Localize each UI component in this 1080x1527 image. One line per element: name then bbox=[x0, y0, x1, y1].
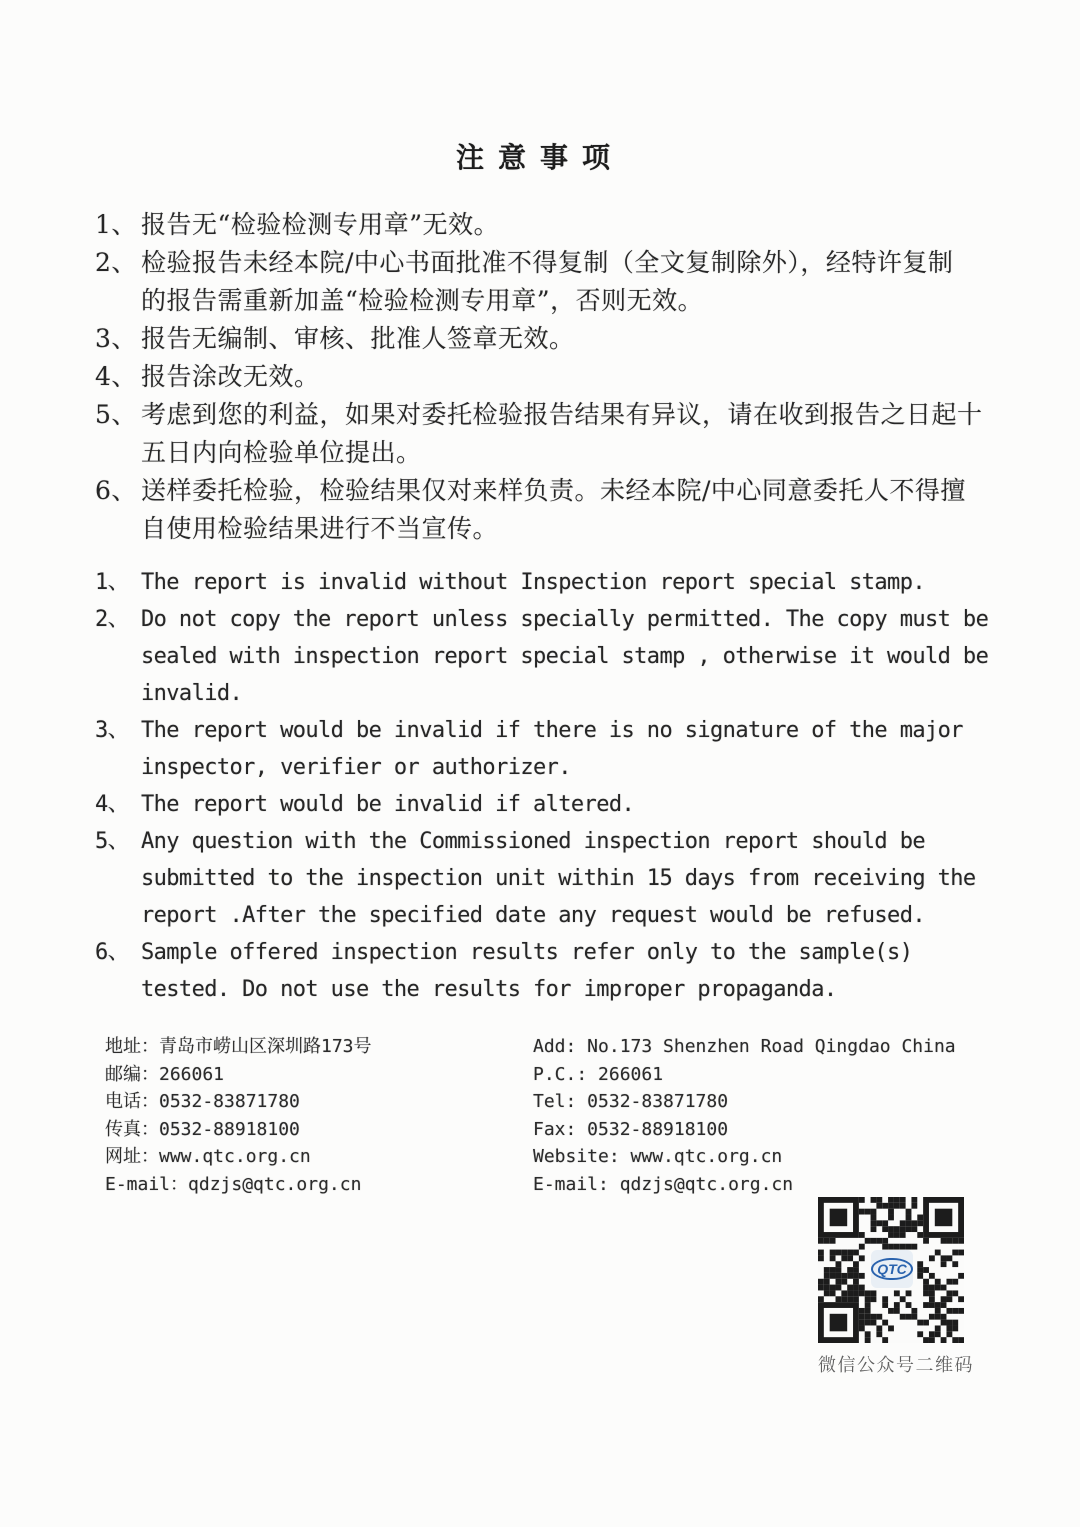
qtc-logo-text: QTC bbox=[871, 1258, 913, 1281]
wechat-qr-block bbox=[818, 1197, 974, 1377]
en-note-6 bbox=[95, 934, 1035, 1008]
cn-note-5-num: 5、 bbox=[95, 400, 137, 429]
en-note-1-line-1: The report is invalid without Inspection report special stamp. bbox=[141, 570, 925, 595]
en-note-3-line-2: inspector, verifier or authorizer. bbox=[141, 755, 571, 780]
cn-note-2-line-1: 检验报告未经本院/中心书面批准不得复制（全文复制除外），经特许复制 bbox=[141, 248, 954, 277]
en-note-6-line-2: tested. Do not use the results for improper propaganda. bbox=[141, 977, 837, 1002]
contact-cn-address: 地址：青岛市崂山区深圳路173号 bbox=[105, 1036, 372, 1057]
cn-note-3-line-1: 报告无编制、审核、批准人签章无效。 bbox=[141, 324, 575, 353]
cn-note-3 bbox=[95, 320, 1000, 358]
cn-note-4-line-1: 报告涂改无效。 bbox=[141, 362, 320, 391]
contact-en-website: Website: www.qtc.org.cn bbox=[533, 1146, 783, 1167]
contact-cn-email: E-mail：qdzjs@qtc.org.cn bbox=[105, 1173, 362, 1195]
cn-note-5-line-1: 考虑到您的利益，如果对委托检验报告结果有异议，请在收到报告之日起十 bbox=[141, 400, 983, 429]
en-note-5-line-2: submitted to the inspection unit within 15 days from receiving the bbox=[141, 866, 976, 891]
en-note-2-line-1: Do not copy the report unless specially permitted. The copy must be bbox=[141, 607, 989, 632]
en-note-4-line-1: The report would be invalid if altered. bbox=[141, 792, 635, 817]
cn-note-5 bbox=[95, 396, 1000, 472]
cn-note-1-line-1: 报告无“检验检测专用章”无效。 bbox=[141, 210, 500, 239]
cn-note-1 bbox=[95, 206, 1000, 244]
contact-en-address: Add: No.173 Shenzhen Road Qingdao China bbox=[533, 1036, 956, 1057]
cn-note-3-num: 3、 bbox=[95, 324, 137, 353]
contact-en-phone: Tel: 0532-83871780 bbox=[533, 1091, 729, 1112]
en-note-6-line-1: Sample offered inspection results refer only to the sample(s) bbox=[141, 940, 913, 965]
cn-note-6-num: 6、 bbox=[95, 476, 137, 505]
page-title: 注意事项 bbox=[455, 142, 624, 173]
contact-cn-postcode: 邮编：266061 bbox=[105, 1063, 225, 1085]
contact-cn-website: 网址：www.qtc.org.cn bbox=[105, 1146, 311, 1167]
cn-notes-list bbox=[95, 206, 1000, 548]
contact-english-column bbox=[533, 1033, 1003, 1198]
contact-en-fax: Fax: 0532-88918100 bbox=[533, 1118, 729, 1140]
en-note-1 bbox=[95, 564, 1035, 601]
en-note-3 bbox=[95, 712, 1035, 786]
cn-note-4-num: 4、 bbox=[95, 362, 137, 391]
cn-note-1-num: 1、 bbox=[95, 210, 137, 239]
cn-note-6-line-2: 自使用检验结果进行不当宣传。 bbox=[141, 514, 499, 543]
en-note-2-line-2: sealed with inspection report special stamp , otherwise it would be bbox=[141, 644, 989, 669]
en-note-5 bbox=[95, 823, 1035, 934]
en-note-2 bbox=[95, 601, 1035, 712]
qr-caption: 微信公众号二维码 bbox=[818, 1355, 974, 1376]
qtc-logo bbox=[871, 1250, 913, 1288]
contact-en-email: E-mail: qdzjs@qtc.org.cn bbox=[533, 1173, 794, 1195]
en-note-3-num: 3、 bbox=[95, 718, 130, 743]
contact-chinese-column bbox=[105, 1033, 505, 1198]
cn-note-2 bbox=[95, 244, 1000, 320]
en-note-2-num: 2、 bbox=[95, 607, 130, 632]
contact-cn-fax: 传真：0532-88918100 bbox=[105, 1118, 300, 1140]
en-note-2-line-3: invalid. bbox=[141, 681, 243, 706]
contact-en-postcode: P.C.: 266061 bbox=[533, 1063, 664, 1085]
en-note-1-num: 1、 bbox=[95, 570, 130, 595]
cn-note-2-num: 2、 bbox=[95, 248, 137, 277]
en-note-6-num: 6、 bbox=[95, 940, 130, 965]
contact-cn-phone: 电话：0532-83871780 bbox=[105, 1091, 300, 1112]
cn-note-5-line-2: 五日内向检验单位提出。 bbox=[141, 438, 422, 467]
cn-note-4 bbox=[95, 358, 1000, 396]
en-note-5-line-3: report .After the specified date any request would be refused. bbox=[141, 903, 925, 928]
en-note-4 bbox=[95, 786, 1035, 823]
en-note-5-num: 5、 bbox=[95, 829, 130, 854]
cn-note-6 bbox=[95, 472, 1000, 548]
en-note-5-line-1: Any question with the Commissioned inspection report should be bbox=[141, 829, 925, 854]
cn-note-6-line-1: 送样委托检验，检验结果仅对来样负责。未经本院/中心同意委托人不得擅 bbox=[141, 476, 966, 505]
en-note-4-num: 4、 bbox=[95, 792, 130, 817]
en-note-3-line-1: The report would be invalid if there is no signature of the major bbox=[141, 718, 963, 743]
cn-note-2-line-2: 的报告需重新加盖“检验检测专用章”，否则无效。 bbox=[141, 286, 704, 315]
en-notes-list bbox=[95, 564, 1035, 1008]
